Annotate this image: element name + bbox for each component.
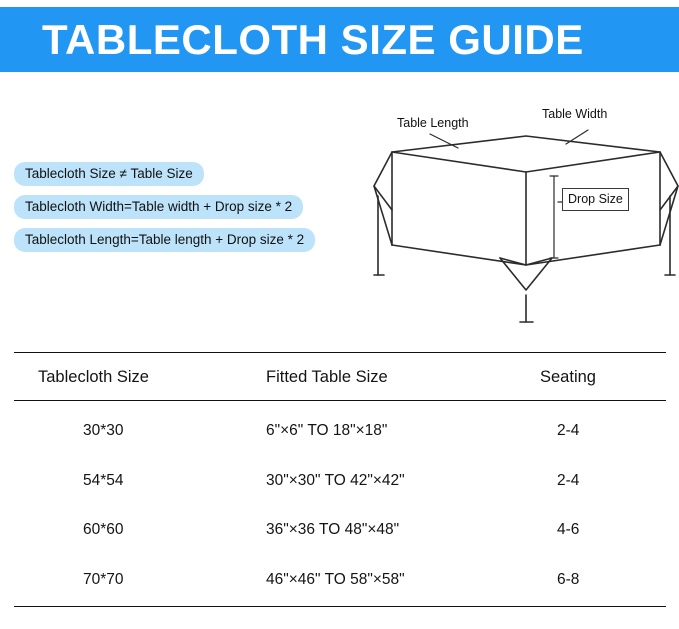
cell-seating: 2-4: [557, 471, 580, 489]
table-body: [14, 408, 666, 606]
table-row: [14, 557, 666, 607]
cell-fitted-table-size: 36"×36 TO 48"×48": [266, 521, 400, 538]
cell-fitted-table-size: 30"×30" TO 42"×42": [266, 471, 405, 489]
page-title: TABLECLOTH SIZE GUIDE: [42, 15, 584, 63]
table-rule-top: [14, 352, 666, 353]
cell-tablecloth-size: 70*70: [83, 570, 124, 588]
cell-seating: 4-6: [557, 521, 580, 538]
formula-callout-width: Tablecloth Width=Table width + Drop size * 2: [14, 195, 303, 219]
table-row: [14, 458, 666, 508]
column-header-seating: Seating: [540, 368, 596, 386]
label-table-length: Table Length: [397, 116, 469, 130]
cell-tablecloth-size: 60*60: [83, 521, 124, 538]
cell-fitted-table-size: 46"×46" TO 58"×58": [266, 570, 405, 588]
label-table-width: Table Width: [542, 107, 608, 121]
table-rule-bottom: [14, 606, 666, 607]
table-header-row: [14, 368, 666, 394]
table-diagram: [330, 90, 679, 340]
header-banner: [0, 7, 679, 72]
cell-seating: 2-4: [557, 422, 580, 439]
cell-tablecloth-size: 54*54: [83, 471, 124, 489]
table-rule-header: [14, 400, 666, 401]
table-row: [14, 507, 666, 557]
cell-tablecloth-size: 30*30: [83, 422, 124, 439]
cell-seating: 6-8: [557, 570, 580, 588]
table-row: [14, 408, 666, 458]
column-header-tablecloth-size: Tablecloth Size: [38, 368, 149, 386]
cell-fitted-table-size: 6"×6" TO 18"×18": [266, 422, 388, 439]
formula-callout-length: Tablecloth Length=Table length + Drop size * 2: [14, 228, 315, 252]
label-drop-size: Drop Size: [562, 188, 629, 211]
formula-callout-size-not-equal: Tablecloth Size ≠ Table Size: [14, 162, 204, 186]
table-diagram-svg: [330, 90, 679, 340]
column-header-fitted-table-size: Fitted Table Size: [266, 368, 388, 386]
